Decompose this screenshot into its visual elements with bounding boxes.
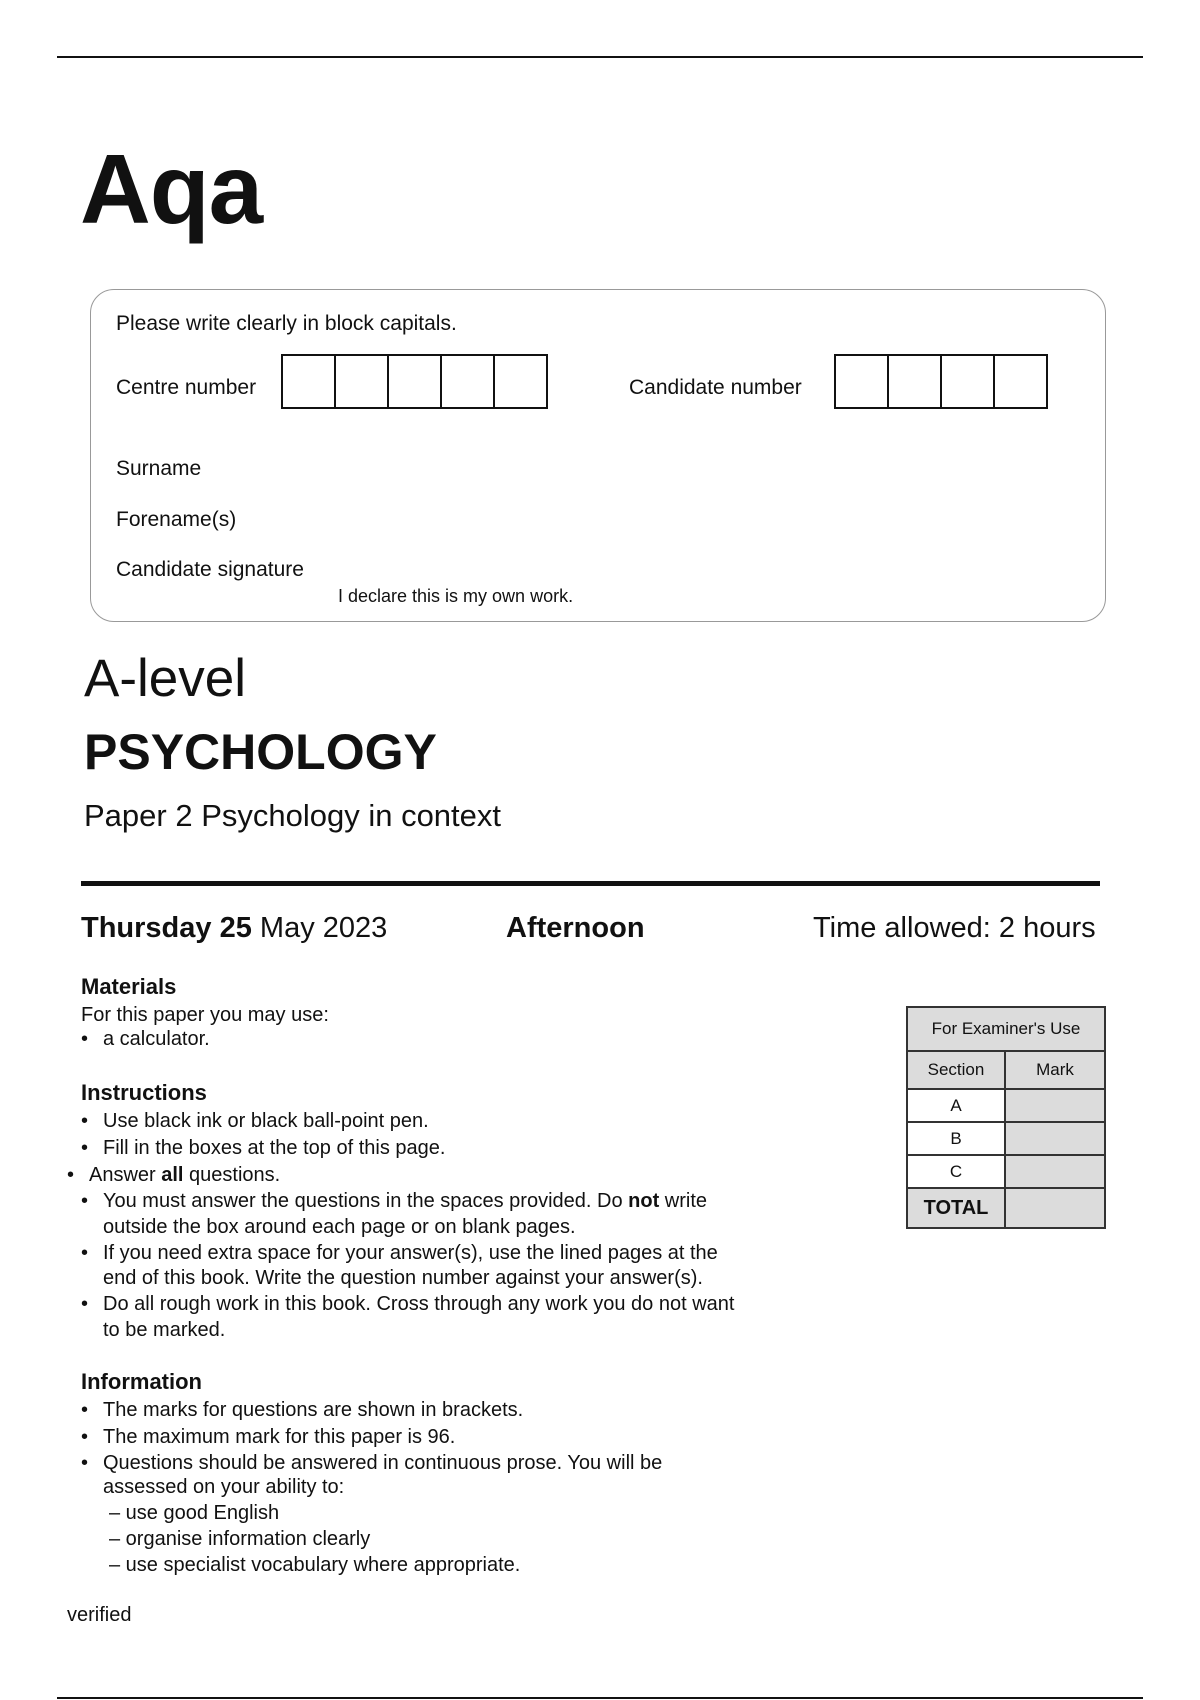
section-c-mark-cell[interactable] <box>1005 1155 1105 1188</box>
exam-day: Thursday <box>81 912 212 944</box>
instruction-text: Answer <box>89 1164 162 1186</box>
section-column-header: Section <box>907 1051 1005 1089</box>
bullet-icon: • <box>81 1190 89 1212</box>
examiners-use-table <box>906 1006 1106 1229</box>
bullet-icon: • <box>81 1137 89 1159</box>
materials-intro: For this paper you may use: <box>81 1004 329 1026</box>
surname-label[interactable]: Surname <box>116 457 202 480</box>
candidate-signature-label[interactable]: Candidate signature <box>116 558 304 581</box>
exam-date-number: 25 <box>219 912 252 944</box>
subject-title: PSYCHOLOGY <box>84 724 437 780</box>
information-subitem: – organise information clearly <box>109 1528 371 1550</box>
bullet-icon: • <box>67 1164 75 1186</box>
bullet-icon: • <box>81 1426 89 1448</box>
instruction-item-continued: to be marked. <box>103 1319 226 1341</box>
declaration-text: I declare this is my own work. <box>338 586 574 606</box>
bullet-icon: • <box>81 1110 89 1132</box>
instruction-item: Do all rough work in this book. Cross through any work you do not want <box>103 1293 735 1315</box>
instructions-heading: Instructions <box>81 1080 207 1105</box>
centre-number-digit-box[interactable] <box>493 354 548 409</box>
instruction-item: Use black ink or black ball-point pen. <box>103 1110 429 1132</box>
paper-title: Paper 2 Psychology in context <box>84 798 502 833</box>
section-b-label: B <box>907 1122 1005 1155</box>
section-a-label: A <box>907 1089 1005 1122</box>
instruction-text: write <box>659 1190 708 1212</box>
instruction-emphasis: not <box>628 1190 660 1212</box>
section-b-mark-cell[interactable] <box>1005 1122 1105 1155</box>
candidate-number-digit-box[interactable] <box>887 354 942 409</box>
aqa-logo: Aqa <box>80 134 263 244</box>
section-c-label: C <box>907 1155 1005 1188</box>
section-a-mark-cell[interactable] <box>1005 1089 1105 1122</box>
centre-number-label: Centre number <box>116 376 257 399</box>
exam-date <box>81 914 387 943</box>
instruction-item: Fill in the boxes at the top of this page. <box>103 1137 446 1159</box>
instruction-text: questions. <box>183 1164 281 1186</box>
verified-label: verified <box>67 1604 132 1626</box>
bullet-icon: • <box>81 1399 89 1421</box>
instruction-item-continued: end of this book. Write the question number against your answer(s). <box>103 1267 703 1289</box>
forenames-label[interactable]: Forename(s) <box>116 508 237 531</box>
information-item: The marks for questions are shown in brackets. <box>103 1399 524 1421</box>
materials-item: a calculator. <box>103 1028 210 1050</box>
information-item: Questions should be answered in continuous prose. You will be <box>103 1452 663 1474</box>
exam-session: Afternoon <box>506 912 645 944</box>
information-subitem: – use good English <box>109 1502 280 1524</box>
information-item: The maximum mark for this paper is 96. <box>103 1426 456 1448</box>
time-allowed: Time allowed: 2 hours <box>813 912 1096 944</box>
bottom-rule <box>57 1697 1143 1699</box>
candidate-number-field[interactable] <box>834 354 1048 409</box>
top-rule <box>57 56 1143 58</box>
qualification-level: A-level <box>84 649 247 708</box>
title-divider <box>81 881 1100 886</box>
exam-month-year: May 2023 <box>259 912 388 944</box>
centre-number-digit-box[interactable] <box>334 354 389 409</box>
candidate-number-digit-box[interactable] <box>834 354 889 409</box>
instruction-item: If you need extra space for your answer(s), use the lined pages at the <box>103 1242 718 1264</box>
candidate-number-label: Candidate number <box>629 376 802 399</box>
instruction-item <box>89 1165 280 1185</box>
information-heading: Information <box>81 1369 202 1394</box>
centre-number-field[interactable] <box>281 354 548 409</box>
examiners-use-title: For Examiner's Use <box>907 1007 1105 1051</box>
information-item-continued: assessed on your ability to: <box>103 1476 345 1498</box>
block-capitals-instruction: Please write clearly in block capitals. <box>116 312 457 335</box>
centre-number-digit-box[interactable] <box>387 354 442 409</box>
instruction-emphasis: all <box>161 1164 184 1186</box>
centre-number-digit-box[interactable] <box>281 354 336 409</box>
candidate-details-box <box>90 289 1106 622</box>
bullet-icon: • <box>81 1452 89 1474</box>
candidate-number-digit-box[interactable] <box>993 354 1048 409</box>
bullet-icon: • <box>81 1293 89 1315</box>
total-mark-cell[interactable] <box>1005 1188 1105 1228</box>
bullet-icon: • <box>81 1028 89 1050</box>
instruction-item-continued: outside the box around each page or on blank pages. <box>103 1216 576 1238</box>
bullet-icon: • <box>81 1242 89 1264</box>
candidate-number-digit-box[interactable] <box>940 354 995 409</box>
mark-column-header: Mark <box>1005 1051 1105 1089</box>
information-subitem: – use specialist vocabulary where appropriate. <box>109 1554 521 1576</box>
instruction-text: You must answer the questions in the spaces provided. Do <box>103 1190 629 1212</box>
total-label: TOTAL <box>907 1188 1005 1228</box>
centre-number-digit-box[interactable] <box>440 354 495 409</box>
materials-heading: Materials <box>81 974 177 999</box>
instruction-item <box>103 1191 707 1211</box>
